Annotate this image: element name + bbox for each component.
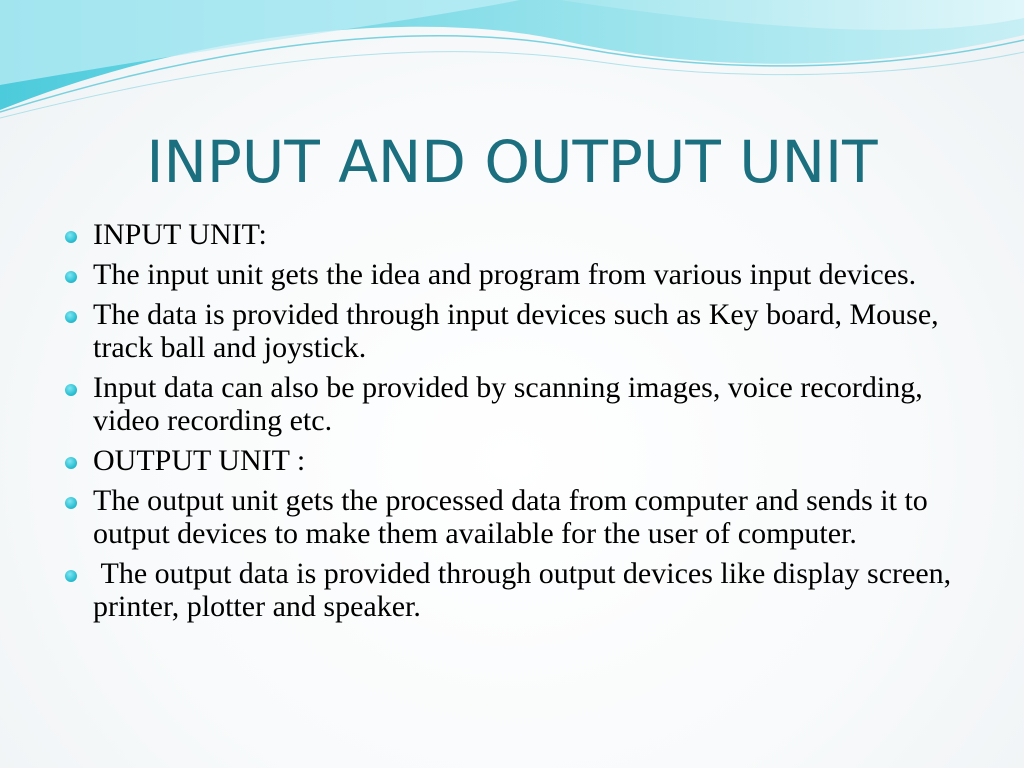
wave-line-2 (0, 52, 1024, 118)
bullet-text: Input data can also be provided by scanning images, voice recording, video recording etc. (93, 371, 923, 437)
bullet-item-output-unit-heading (64, 444, 964, 477)
slide-title: INPUT AND OUTPUT UNIT (146, 128, 878, 196)
bullet-text: The output data is provided through output devices like display screen, printer, plotter and speaker. (93, 557, 959, 623)
bullet-text: INPUT UNIT: (93, 218, 267, 251)
bullet-dot-icon (65, 271, 77, 283)
bullet-text: The input unit gets the idea and program from various input devices. (93, 258, 917, 291)
bullet-dot-icon (65, 311, 77, 323)
bullet-dot-icon (65, 231, 77, 243)
bullet-item-output-unit-description (64, 484, 964, 550)
bullet-dot-icon (65, 570, 77, 582)
bullet-item-input-scanning (64, 371, 964, 437)
header-wave-decoration (0, 0, 1024, 130)
bullet-text: The output unit gets the processed data from computer and sends it to output devices to make them available for the user of computer. (93, 484, 928, 550)
bullet-dot-icon (65, 457, 77, 469)
bullet-text: OUTPUT UNIT : (93, 444, 306, 477)
bullet-item-input-unit-description (64, 258, 964, 291)
bullet-dot-icon (65, 497, 77, 509)
bullet-item-output-devices (64, 557, 964, 623)
bullet-dot-icon (65, 384, 77, 396)
bullet-item-input-unit-heading (64, 218, 964, 251)
bullet-item-input-devices (64, 298, 964, 364)
bullet-text: The data is provided through input devices such as Key board, Mouse, track ball and joystick. (93, 298, 939, 364)
bullet-list (64, 218, 964, 630)
